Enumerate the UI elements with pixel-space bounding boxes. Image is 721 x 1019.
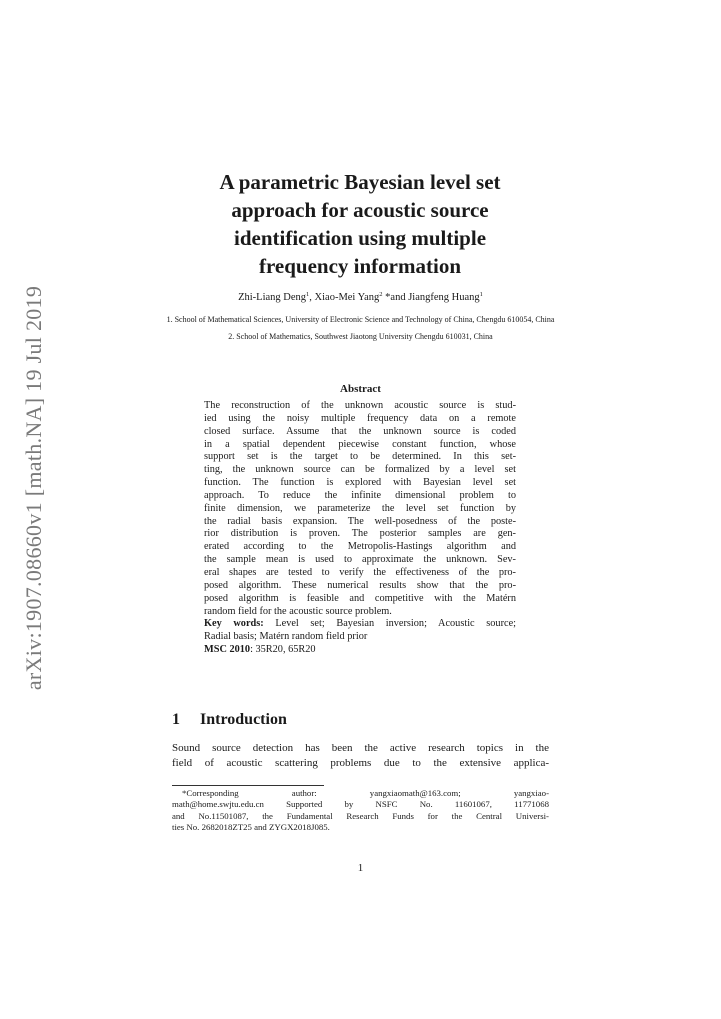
affiliation: 1. School of Mathematical Sciences, University of Electronic Science and Technology of China, Chengdu 610054, China — [166, 315, 555, 324]
abstract-line: posed algorithm. These numerical results show that the pro- — [204, 579, 516, 591]
keywords-line — [204, 618, 516, 631]
abstract-body — [204, 400, 516, 657]
author-separator: , — [309, 292, 315, 303]
arxiv-sidebar — [14, 285, 54, 691]
abstract-line: eral shapes are tested to verify the effectiveness of the pro- — [204, 566, 516, 578]
keywords-text: Level set; Bayesian inversion; Acoustic source; — [263, 618, 516, 630]
msc-line — [204, 644, 516, 657]
abstract-line: posed algorithm is feasible and competitive with the Matérn — [204, 592, 516, 604]
footnote-rule — [172, 785, 324, 786]
section-title: Introduction — [200, 711, 287, 728]
section-heading — [172, 711, 287, 729]
footnote-line: ties No. 2682018ZT25 and ZYGX2018J085. — [172, 821, 330, 832]
affiliation: 2. School of Mathematics, Southwest Jiaotong University Chengdu 610031, China — [228, 332, 493, 341]
msc-label: MSC 2010 — [204, 644, 251, 656]
footnote-line: and No.11501087, the Fundamental Research Funds for the Central Universi- — [172, 810, 549, 821]
abstract-line: the sample mean is used to approximate the unknown. Sev- — [204, 554, 516, 566]
section-number: 1 — [172, 711, 180, 728]
footnote-line: *Corresponding author: yangxiaomath@163.com; yangxiao- — [182, 788, 549, 798]
abstract-heading: Abstract — [340, 383, 381, 395]
page-number: 1 — [357, 862, 364, 874]
abstract-line: ied using the noisy multiple frequency data on a remote — [204, 412, 516, 424]
abstract-line: approach. To reduce the infinite dimensional problem to — [204, 489, 516, 501]
msc-codes: : 35R20, 65R20 — [250, 644, 316, 656]
abstract-line: support set is the target to be determined. In this set- — [204, 451, 516, 463]
keywords-label: Key words: — [204, 618, 264, 630]
footnote — [172, 788, 549, 833]
author-name: and Jiangfeng Huang — [390, 292, 480, 303]
abstract-line: closed surface. Assume that the unknown source is coded — [204, 425, 516, 437]
abstract-line: in a spatial dependent piecewise constant function, whose — [204, 438, 516, 450]
title-line: A parametric Bayesian level set — [219, 170, 501, 194]
affiliation-mark: 2 — [379, 291, 383, 298]
abstract-line: rior distribution is proven. The posterior samples are gen- — [204, 528, 516, 540]
abstract-line: random field for the acoustic source problem. — [204, 605, 392, 617]
intro-paragraph — [172, 741, 549, 770]
author-name: Xiao-Mei Yang — [314, 292, 380, 303]
abstract-line: ting, the unknown source can be formalized by a level set — [204, 464, 516, 476]
affiliation-mark: 1 — [306, 291, 310, 298]
arxiv-identifier: arXiv:1907.08660v1 [math.NA] 19 Jul 2019 — [21, 285, 46, 691]
intro-line: Sound source detection has been the active research topics in the — [172, 742, 549, 754]
intro-line: field of acoustic scattering problems due to the extensive applica- — [172, 756, 549, 769]
keywords-line: Radial basis; Matérn random field prior — [204, 631, 368, 643]
paper-title — [160, 168, 560, 280]
abstract-line: The reconstruction of the unknown acoustic source is stud- — [204, 400, 516, 411]
abstract-line: function. The function is explored with Bayesian level set — [204, 477, 516, 489]
title-line: approach for acoustic source — [231, 198, 489, 222]
author-name: Zhi-Liang Deng — [238, 292, 307, 303]
abstract-line: erated according to the Metropolis-Hastings algorithm and — [204, 541, 516, 553]
footnote-line: math@home.swjtu.edu.cn Supported by NSFC No. 11601067, 11771068 — [172, 799, 549, 810]
affiliation-mark: 1 — [479, 291, 483, 298]
title-line: identification using multiple — [233, 226, 487, 250]
corresponding-mark: * — [382, 292, 391, 303]
title-line: frequency information — [258, 254, 461, 278]
author-list — [0, 292, 721, 303]
abstract-line: finite dimension, we parameterize the level set function by — [204, 502, 516, 514]
abstract-line: the radial basis expansion. The well-posedness of the poste- — [204, 515, 516, 527]
